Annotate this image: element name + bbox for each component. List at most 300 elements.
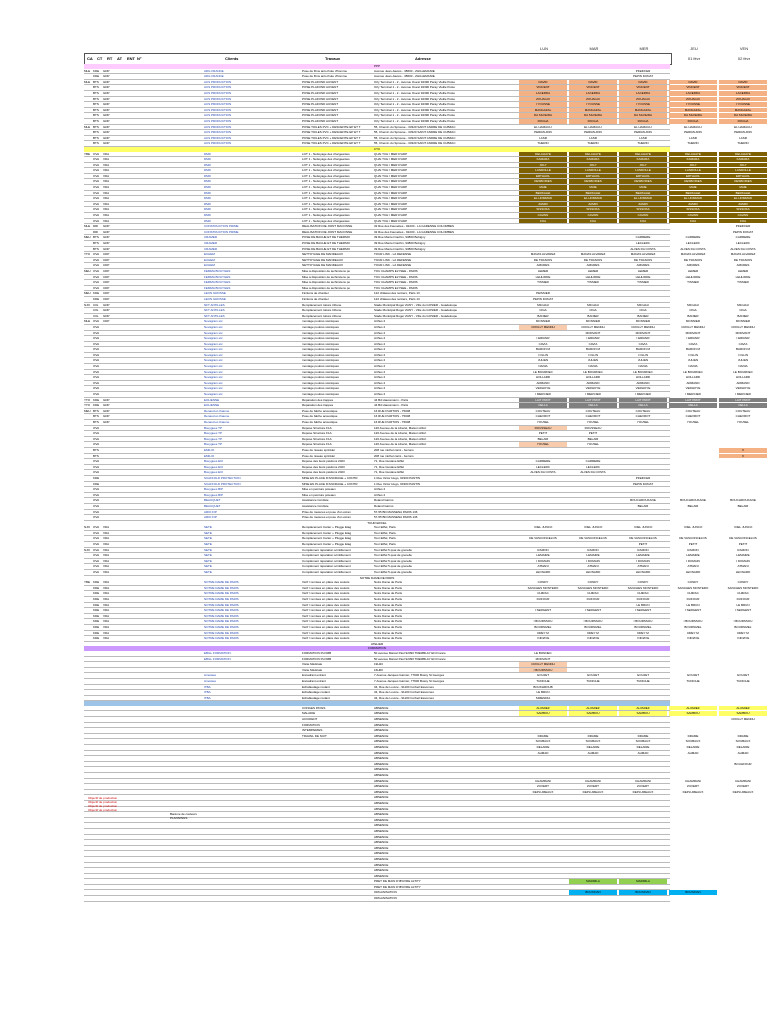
day-assignment-cell[interactable]: SAMBOU — [569, 711, 617, 716]
day-assignment-cell[interactable]: BERKALEI — [669, 191, 717, 196]
row-client-link[interactable]: FEMMA BOUYGES — [204, 280, 231, 285]
day-assignment-cell[interactable]: LANDOLLE — [719, 168, 767, 173]
day-assignment-cell[interactable]: TISSIER — [637, 280, 649, 285]
row-client-link[interactable]: DMD — [204, 207, 211, 212]
day-assignment-cell[interactable]: LASR — [639, 135, 647, 140]
day-assignment-cell[interactable]: SOUBAUX — [635, 739, 651, 744]
day-assignment-cell[interactable]: EL HOMMAD — [569, 196, 617, 201]
day-assignment-cell[interactable]: I BOURSSOU — [733, 619, 753, 624]
day-assignment-cell[interactable]: AHMAD — [587, 750, 599, 755]
day-assignment-cell[interactable]: ZUVERT — [537, 784, 549, 789]
day-assignment-cell[interactable]: I YOUSSE — [569, 102, 617, 107]
day-assignment-cell[interactable]: MAIE — [519, 185, 567, 190]
day-assignment-cell[interactable]: ARMAND — [586, 380, 600, 385]
day-assignment-cell[interactable]: CONDY — [737, 580, 749, 585]
day-assignment-cell[interactable]: LE BOURDEC — [683, 369, 703, 374]
day-assignment-cell[interactable]: JOLY — [669, 163, 717, 168]
day-assignment-cell[interactable]: LACERDA — [519, 91, 567, 96]
day-assignment-cell[interactable]: MICHAU — [587, 302, 599, 307]
day-assignment-cell[interactable]: DUFOUR — [586, 597, 600, 601]
day-assignment-cell[interactable]: DREY M — [687, 630, 699, 635]
day-assignment-cell[interactable]: ERTHAOL — [569, 174, 617, 179]
row-client-link[interactable]: ARIO FIP — [204, 515, 217, 520]
row-client-link[interactable]: BEAUQUET — [204, 498, 221, 503]
row-client-link[interactable]: SETE — [204, 525, 212, 530]
day-assignment-cell[interactable]: JOLY — [619, 163, 667, 168]
day-assignment-cell[interactable]: LECLERC — [736, 241, 750, 245]
row-client-link[interactable]: EBILL FORMATION — [204, 656, 231, 661]
day-assignment-cell[interactable]: GOUJET — [536, 673, 550, 678]
day-assignment-cell[interactable]: CHIRAC — [687, 591, 699, 596]
day-assignment-cell[interactable]: COUTEAU — [585, 408, 601, 413]
row-client-link[interactable]: Bouygues TP — [204, 442, 222, 447]
day-assignment-cell[interactable]: DELAHAYE — [719, 152, 767, 157]
row-client-link[interactable]: DMD — [204, 190, 211, 195]
day-assignment-cell[interactable]: PETIT — [738, 542, 748, 547]
day-assignment-cell[interactable]: DESBOIDES — [719, 179, 767, 184]
row-client-link[interactable]: Novagram etc — [204, 386, 223, 391]
day-assignment-cell[interactable]: CAVAIN — [669, 213, 717, 218]
day-assignment-cell[interactable]: BANIER — [537, 313, 549, 318]
row-client-link[interactable]: SETE — [204, 542, 212, 547]
day-assignment-cell[interactable]: CHEVROT — [585, 414, 601, 419]
day-assignment-cell[interactable]: MORVANT — [735, 330, 751, 335]
day-assignment-cell[interactable]: PFEIFFER — [635, 475, 651, 480]
day-assignment-cell[interactable]: X — [719, 454, 767, 459]
row-client-link[interactable]: CRAMER — [204, 235, 218, 240]
day-assignment-cell[interactable]: MANGAZAL — [569, 108, 617, 113]
day-assignment-cell[interactable]: PEPIN DONAT — [632, 481, 654, 486]
day-assignment-cell[interactable]: CHAMRANI — [534, 778, 551, 783]
day-assignment-cell[interactable]: DELAIRE — [636, 745, 650, 750]
day-assignment-cell[interactable]: I NDIAYE — [586, 636, 600, 641]
day-assignment-cell[interactable]: DESBOIDES — [619, 179, 667, 184]
day-assignment-cell[interactable]: LE BRUN — [736, 602, 750, 607]
day-assignment-cell[interactable]: ROCHA — [619, 119, 667, 124]
day-assignment-cell[interactable]: LANDOLLE — [519, 168, 567, 173]
day-assignment-cell[interactable]: VINCENT — [619, 85, 667, 90]
day-assignment-cell[interactable]: THERIN — [737, 141, 749, 146]
day-assignment-cell[interactable]: BARON M — [535, 347, 550, 352]
row-client-link[interactable]: Novagram etc — [204, 330, 223, 335]
day-assignment-cell[interactable]: MAIE — [569, 185, 617, 190]
day-assignment-cell[interactable]: LE BONNEC — [534, 650, 552, 655]
row-client-link[interactable]: Novagram etc — [204, 375, 223, 380]
day-assignment-cell[interactable]: ROCHA — [669, 119, 717, 124]
day-assignment-cell[interactable]: ZAMRI — [619, 202, 667, 207]
day-assignment-cell[interactable]: LEMER — [537, 268, 549, 273]
day-assignment-cell[interactable]: BOUKHROUB — [533, 684, 553, 689]
day-assignment-cell[interactable]: DEPLUMEAUX — [732, 789, 754, 794]
day-assignment-cell[interactable]: DELAIRE — [736, 745, 750, 750]
day-assignment-cell[interactable]: THERIN — [587, 141, 599, 146]
day-assignment-cell[interactable]: SANCHES MONTERO — [727, 585, 759, 590]
day-assignment-cell[interactable]: CARRERE — [535, 459, 551, 464]
day-assignment-cell[interactable]: ALVAREZ — [619, 706, 667, 711]
day-assignment-cell[interactable]: LEMER — [737, 268, 749, 273]
day-assignment-cell[interactable]: LEONARD — [685, 570, 701, 575]
day-assignment-cell[interactable]: CAVAIN — [519, 213, 567, 218]
day-assignment-cell[interactable]: SISSOKA — [569, 207, 617, 212]
day-assignment-cell[interactable]: EL HAMAULI — [634, 124, 652, 129]
day-assignment-cell[interactable]: TUDICHE — [736, 678, 750, 683]
day-assignment-cell[interactable]: CAVAIN — [619, 213, 667, 218]
day-assignment-cell[interactable]: BARON M — [735, 347, 750, 352]
day-assignment-cell[interactable]: CELLA — [619, 403, 667, 408]
row-client-link[interactable]: NOTRE DAME DE PARIS — [204, 630, 239, 635]
day-assignment-cell[interactable]: BOURNIZEL — [684, 624, 702, 629]
day-assignment-cell[interactable]: CARRERE — [635, 235, 651, 240]
day-assignment-cell[interactable]: YOUSEL — [586, 442, 600, 447]
day-assignment-cell[interactable]: COUTEAU — [685, 408, 701, 413]
day-assignment-cell[interactable]: MARIMLA — [569, 879, 617, 884]
day-assignment-cell[interactable]: DUFOUR — [736, 597, 750, 601]
day-assignment-cell[interactable]: NANIA — [538, 364, 548, 369]
day-assignment-cell[interactable]: MICHAU — [737, 302, 749, 307]
day-assignment-cell[interactable]: PERRAUDIN — [534, 130, 552, 135]
day-assignment-cell[interactable]: KAMARA — [569, 157, 617, 162]
day-assignment-cell[interactable]: RAMON — [687, 547, 699, 552]
row-client-link[interactable]: ACS PRODUCTION — [204, 96, 232, 101]
day-assignment-cell[interactable]: BELAIR — [587, 436, 599, 441]
day-assignment-cell[interactable]: BANIER — [637, 313, 649, 318]
day-assignment-cell[interactable]: LACERDA — [619, 91, 667, 96]
day-assignment-cell[interactable]: SISSOKA — [619, 207, 667, 212]
day-assignment-cell[interactable]: CAVIA — [688, 341, 698, 346]
day-assignment-cell[interactable]: MONNIER — [685, 319, 701, 324]
day-assignment-cell[interactable]: I DOMAIN — [686, 558, 700, 563]
day-assignment-cell[interactable]: BARON M — [635, 347, 650, 352]
day-assignment-cell[interactable]: LEHLIDDE — [685, 274, 701, 279]
day-assignment-cell[interactable]: CIGA — [639, 308, 647, 313]
day-assignment-cell[interactable]: PETIT — [588, 431, 598, 436]
day-assignment-cell[interactable]: ROUSSEAU — [519, 426, 567, 431]
day-assignment-cell[interactable]: LEONARD — [635, 570, 651, 575]
row-client-link[interactable]: EOLIENNE — [204, 403, 220, 408]
day-assignment-cell[interactable]: I DOMAIN — [736, 558, 750, 563]
row-client-link[interactable]: NFT ANTILLES — [204, 313, 225, 318]
day-assignment-cell[interactable]: DEPLUMEAUX — [632, 789, 654, 794]
day-assignment-cell[interactable]: BANIER — [587, 313, 599, 318]
day-assignment-cell[interactable]: I ERRAIR — [736, 336, 750, 341]
row-client-link[interactable]: SETE — [204, 530, 212, 535]
day-assignment-cell[interactable]: KAMARA — [619, 157, 667, 162]
day-assignment-cell[interactable]: DRAME — [587, 733, 599, 738]
day-assignment-cell[interactable]: EL HOMMAD — [669, 196, 717, 201]
row-client-link[interactable]: DMD — [204, 162, 211, 167]
row-client-link[interactable]: NOTRE DAME DE PARIS — [204, 580, 239, 585]
day-assignment-cell[interactable]: I SERGENT — [534, 608, 552, 613]
day-assignment-cell[interactable]: DE VASCONCELOS — [629, 536, 657, 541]
day-assignment-cell[interactable]: DE VASCONCELOS — [579, 536, 607, 541]
day-assignment-cell[interactable]: SANCHES MONTERO — [627, 585, 659, 590]
row-client-link[interactable]: ARIO FIP — [204, 509, 217, 514]
day-assignment-cell[interactable]: I DOMAIN — [636, 558, 650, 563]
row-client-link[interactable]: LEON GROSSE — [204, 296, 226, 301]
day-assignment-cell[interactable]: I DEL JUNCO — [583, 525, 603, 530]
day-assignment-cell[interactable]: VINCENT — [569, 85, 617, 90]
day-assignment-cell[interactable]: DA SILVEIRA — [719, 113, 767, 118]
day-assignment-cell[interactable]: SOUBAUX — [535, 739, 551, 744]
day-assignment-cell[interactable]: JULIEN — [687, 358, 699, 363]
day-assignment-cell[interactable]: ZOUAGUI — [519, 97, 567, 102]
day-assignment-cell[interactable]: VERHOYE — [585, 386, 601, 391]
row-client-link[interactable]: Bouygues TP — [204, 436, 222, 441]
day-assignment-cell[interactable]: HOLLARD — [635, 375, 651, 380]
day-assignment-cell[interactable]: ZUVERT — [637, 784, 649, 789]
day-assignment-cell[interactable]: DREY M — [637, 630, 649, 635]
day-assignment-cell[interactable]: LAIT PROT — [719, 398, 767, 403]
day-assignment-cell[interactable]: I NDIAYE — [686, 636, 700, 641]
day-assignment-cell[interactable]: SISSOKA — [719, 207, 767, 212]
day-assignment-cell[interactable]: VERHOYE — [635, 386, 651, 391]
row-client-link[interactable]: Bouygues TP — [204, 425, 222, 430]
day-assignment-cell[interactable]: ARMAND — [536, 380, 550, 385]
day-assignment-cell[interactable]: LACERDA — [719, 91, 767, 96]
day-assignment-cell[interactable]: DAVID — [619, 80, 667, 85]
row-client-link[interactable]: Amostea — [204, 678, 216, 683]
row-client-link[interactable]: NFT ANTILLES — [204, 302, 225, 307]
day-assignment-cell[interactable]: BOURNIZEL — [584, 624, 602, 629]
day-assignment-cell[interactable]: DE TRANOIS — [683, 257, 703, 262]
day-assignment-cell[interactable]: BELAIR — [737, 503, 749, 508]
day-assignment-cell[interactable]: CROLLT MENDH — [519, 325, 567, 330]
day-assignment-cell[interactable]: LAIT PROT — [669, 398, 717, 403]
day-assignment-cell[interactable]: TUDICHE — [536, 678, 550, 683]
day-assignment-cell[interactable]: DESBOIDES — [669, 179, 717, 184]
row-client-link[interactable]: Bouygues ECI — [204, 470, 224, 475]
row-client-link[interactable]: FEMMA BOUYGES — [204, 268, 231, 273]
day-assignment-cell[interactable]: I DEL JUNCO — [683, 525, 703, 530]
row-client-link[interactable]: ACS PRODUCTION — [204, 135, 232, 140]
row-client-link[interactable]: ECHEM — [204, 263, 215, 268]
row-client-link[interactable]: ACS PRODUCTION — [204, 85, 232, 90]
row-client-link[interactable]: ACS PRODUCTION — [204, 90, 232, 95]
day-assignment-cell[interactable]: THERIN — [537, 141, 549, 146]
day-assignment-cell[interactable]: LAIT PROT — [569, 398, 617, 403]
day-assignment-cell[interactable]: I OLLIN — [587, 352, 599, 357]
day-assignment-cell[interactable]: HOLLARD — [535, 375, 551, 380]
day-assignment-cell[interactable]: KAMARA — [669, 157, 717, 162]
row-client-link[interactable]: DMD — [204, 168, 211, 173]
day-assignment-cell[interactable]: CHIRAC — [637, 591, 649, 596]
row-client-link[interactable]: Renaud et chaume — [204, 408, 230, 413]
day-assignment-cell[interactable]: DA SILVEIRA — [569, 113, 617, 118]
day-assignment-cell[interactable]: CIGA — [589, 308, 597, 313]
row-client-link[interactable]: NOTRE DAME DE PARIS — [204, 624, 239, 629]
day-assignment-cell[interactable]: CELLA — [569, 403, 617, 408]
day-assignment-cell[interactable]: CONDY — [537, 580, 549, 585]
day-assignment-cell[interactable]: MICHAU — [687, 302, 699, 307]
day-assignment-cell[interactable]: DA SILVEIRA — [519, 113, 567, 118]
day-assignment-cell[interactable]: LAIT PROT — [619, 398, 667, 403]
day-assignment-cell[interactable]: NANIA — [588, 364, 598, 369]
day-assignment-cell[interactable]: BOUCHROUKANE — [730, 498, 756, 503]
day-assignment-cell[interactable]: MICHAU — [537, 302, 549, 307]
row-client-link[interactable]: Novagram etc — [204, 341, 223, 346]
day-assignment-cell[interactable]: AMURES — [636, 263, 650, 268]
day-assignment-cell[interactable]: DRAME — [537, 733, 549, 738]
row-client-link[interactable]: SETE — [204, 558, 212, 563]
day-assignment-cell[interactable]: KAMARA — [719, 157, 767, 162]
day-assignment-cell[interactable]: BARON M — [685, 347, 700, 352]
row-client-link[interactable]: NOTRE DAME DE PARIS — [204, 636, 239, 641]
day-assignment-cell[interactable]: BELAIR — [637, 503, 649, 508]
day-assignment-cell[interactable]: DRAME — [687, 733, 699, 738]
day-assignment-cell[interactable]: CIGA — [739, 308, 747, 313]
day-assignment-cell[interactable]: HOLLARD — [685, 375, 701, 380]
day-assignment-cell[interactable]: CROLLT MENDH — [631, 324, 655, 329]
day-assignment-cell[interactable]: VERHOYE — [735, 386, 751, 391]
day-assignment-cell[interactable]: CHEVROT — [535, 414, 551, 419]
day-assignment-cell[interactable]: NANIA — [638, 364, 648, 369]
day-assignment-cell[interactable]: LEMAIRE — [536, 553, 550, 558]
day-assignment-cell[interactable]: DEPLUMEAUX — [682, 789, 704, 794]
day-assignment-cell[interactable]: MANAS ALVAREZ — [580, 252, 606, 257]
row-client-link[interactable]: DMD — [204, 151, 211, 156]
row-client-link[interactable]: ACS PRODUCTION — [204, 118, 232, 123]
day-assignment-cell[interactable]: DESBOIDES — [519, 179, 567, 184]
day-assignment-cell[interactable]: CROLLT MENDH — [731, 324, 755, 329]
day-assignment-cell[interactable]: I NDIAYE — [636, 636, 650, 641]
day-assignment-cell[interactable]: LECLERC — [586, 464, 600, 469]
day-assignment-cell[interactable]: BOUSFIAN — [569, 890, 617, 895]
day-assignment-cell[interactable]: VERHOYE — [685, 386, 701, 391]
day-assignment-cell[interactable]: VERHOYE — [535, 386, 551, 391]
day-assignment-cell[interactable]: BELAIR — [537, 436, 549, 441]
day-assignment-cell[interactable]: X — [719, 448, 767, 453]
day-assignment-cell[interactable]: I DOMAIN — [586, 558, 600, 563]
day-assignment-cell[interactable]: COUTEAU — [635, 408, 651, 413]
day-assignment-cell[interactable]: ALVAREZ — [669, 706, 717, 711]
day-assignment-cell[interactable]: AHMAD — [637, 750, 649, 755]
day-assignment-cell[interactable]: RAMON — [587, 547, 599, 552]
day-assignment-cell[interactable]: DEPLUMEAUX — [582, 789, 604, 794]
day-assignment-cell[interactable]: ZAMRI — [719, 202, 767, 207]
row-client-link[interactable]: CONSTRUCTION PRIME — [204, 224, 239, 229]
row-client-link[interactable]: Bouygues BIP — [204, 492, 224, 497]
day-assignment-cell[interactable]: LEHLIDDE — [585, 274, 601, 279]
day-assignment-cell[interactable]: KOA — [519, 219, 567, 224]
day-assignment-cell[interactable]: YOUSEL — [736, 420, 750, 424]
day-assignment-cell[interactable]: DREY M — [537, 630, 549, 635]
day-assignment-cell[interactable]: DA SILVEIRA — [619, 113, 667, 118]
day-assignment-cell[interactable]: PERRAUDIN — [734, 130, 752, 135]
row-client-link[interactable]: Novagram etc — [204, 369, 223, 374]
day-assignment-cell[interactable]: JOLY — [719, 163, 767, 168]
day-assignment-cell[interactable]: CHAMRANI — [584, 778, 601, 783]
day-assignment-cell[interactable]: MONNIER — [635, 319, 651, 324]
day-assignment-cell[interactable]: CARRERE — [585, 459, 601, 464]
day-assignment-cell[interactable]: I OLLIN — [637, 352, 649, 357]
row-client-link[interactable]: ACS PRODUCTION — [204, 107, 232, 112]
day-assignment-cell[interactable]: DRAME — [637, 733, 649, 738]
day-assignment-cell[interactable]: DESBOIDES — [569, 179, 617, 184]
day-assignment-cell[interactable]: TUDICHE — [586, 678, 600, 683]
row-client-link[interactable]: NOTRE DAME DE PARIS — [204, 613, 239, 618]
day-assignment-cell[interactable]: ZOUAGUI — [619, 97, 667, 102]
day-assignment-cell[interactable]: LEONARD — [735, 570, 751, 575]
day-assignment-cell[interactable]: CROLLT MENDH — [681, 324, 705, 329]
day-assignment-cell[interactable]: ZOUAGUI — [669, 97, 717, 102]
day-assignment-cell[interactable]: MAIE — [669, 185, 717, 190]
day-assignment-cell[interactable]: DAVID — [569, 80, 617, 85]
day-assignment-cell[interactable]: SANCHES MONTERO — [577, 585, 609, 590]
day-assignment-cell[interactable]: CHAMRANI — [634, 778, 651, 783]
day-assignment-cell[interactable]: ZAMRI — [519, 202, 567, 207]
day-assignment-cell[interactable]: CAVIA — [538, 341, 548, 346]
row-client-link[interactable]: Novagram etc — [204, 319, 223, 324]
row-client-link[interactable]: ADG FRANCE — [204, 74, 224, 79]
day-assignment-cell[interactable]: KAMARA — [519, 157, 567, 162]
day-assignment-cell[interactable]: SOUBAUX — [735, 739, 751, 744]
day-assignment-cell[interactable]: DELAIRE — [686, 745, 700, 750]
day-assignment-cell[interactable]: MICHAU — [637, 302, 649, 307]
day-assignment-cell[interactable]: DUFOUR — [636, 597, 650, 601]
day-assignment-cell[interactable]: HOLLARD — [585, 375, 601, 380]
row-client-link[interactable]: SETE — [204, 553, 212, 558]
row-client-link[interactable]: SCAFFOLD PROTECTION — [204, 481, 241, 486]
row-client-link[interactable]: ACS PRODUCTION — [204, 130, 232, 135]
day-assignment-cell[interactable]: ALVES DA COSTA — [630, 246, 656, 251]
day-assignment-cell[interactable]: DELAIRE — [536, 745, 550, 750]
day-assignment-cell[interactable]: MAIE — [719, 185, 767, 190]
day-assignment-cell[interactable]: CHIRAC — [737, 591, 749, 596]
day-assignment-cell[interactable]: LEHLIDDE — [535, 274, 551, 279]
day-assignment-cell[interactable]: GOUJET — [586, 673, 600, 678]
day-assignment-cell[interactable]: LEHLIDDE — [735, 274, 751, 279]
day-assignment-cell[interactable]: I MERCIER — [585, 392, 601, 397]
day-assignment-cell[interactable]: MANAS ALVAREZ — [530, 252, 556, 257]
day-assignment-cell[interactable]: EL HOMMAD — [619, 196, 667, 201]
day-assignment-cell[interactable]: I MERCIER — [685, 392, 701, 397]
day-assignment-cell[interactable]: MANGAZAL — [669, 108, 717, 113]
day-assignment-cell[interactable]: DE VASCONCELOS — [679, 536, 707, 541]
day-assignment-cell[interactable]: SAMBOU — [669, 711, 717, 716]
day-assignment-cell[interactable]: VINCENT — [669, 85, 717, 90]
day-assignment-cell[interactable]: LASR — [689, 135, 697, 140]
row-client-link[interactable]: ITBA — [204, 695, 211, 700]
day-assignment-cell[interactable]: EL HAMAULI — [584, 124, 602, 129]
day-assignment-cell[interactable]: LANDOLLE — [569, 168, 617, 173]
day-assignment-cell[interactable]: DELAIRE — [586, 745, 600, 750]
row-client-link[interactable]: Novagram etc — [204, 380, 223, 385]
day-assignment-cell[interactable]: AHMAD — [687, 750, 699, 755]
day-assignment-cell[interactable]: PFEIFFER — [735, 224, 751, 229]
day-assignment-cell[interactable]: TISSIER — [687, 280, 699, 285]
day-assignment-cell[interactable]: SAMBOU — [719, 711, 767, 716]
day-assignment-cell[interactable]: DE TRANOIS — [733, 257, 753, 262]
day-assignment-cell[interactable]: YOUSEL — [586, 420, 600, 424]
day-assignment-cell[interactable]: LEMAIRE — [636, 553, 650, 558]
row-client-link[interactable]: SCAFFOLD PROTECTION — [204, 475, 241, 480]
row-client-link[interactable]: DMD — [204, 185, 211, 190]
row-client-link[interactable]: ECHEM — [204, 252, 215, 257]
day-assignment-cell[interactable]: PERRAUDIN — [684, 130, 702, 135]
day-assignment-cell[interactable]: MORVANT — [685, 330, 701, 335]
day-assignment-cell[interactable]: SANCHES MONTERO — [677, 585, 709, 590]
day-assignment-cell[interactable]: MARIMLA — [619, 879, 667, 884]
row-client-link[interactable]: DMD — [204, 196, 211, 201]
day-assignment-cell[interactable]: PERRAUDIN — [584, 130, 602, 135]
day-assignment-cell[interactable]: CHEVROT — [635, 414, 651, 419]
day-assignment-cell[interactable]: I YOUSSE — [619, 102, 667, 107]
row-client-link[interactable]: CONSTRUCTION PRIME — [204, 229, 239, 234]
day-assignment-cell[interactable]: TISSIER — [537, 280, 549, 285]
day-assignment-cell[interactable]: DELAHAYE — [519, 152, 567, 157]
row-client-link[interactable]: EMILIO — [204, 453, 215, 458]
row-client-link[interactable]: NFT ANTILLES — [204, 308, 225, 313]
